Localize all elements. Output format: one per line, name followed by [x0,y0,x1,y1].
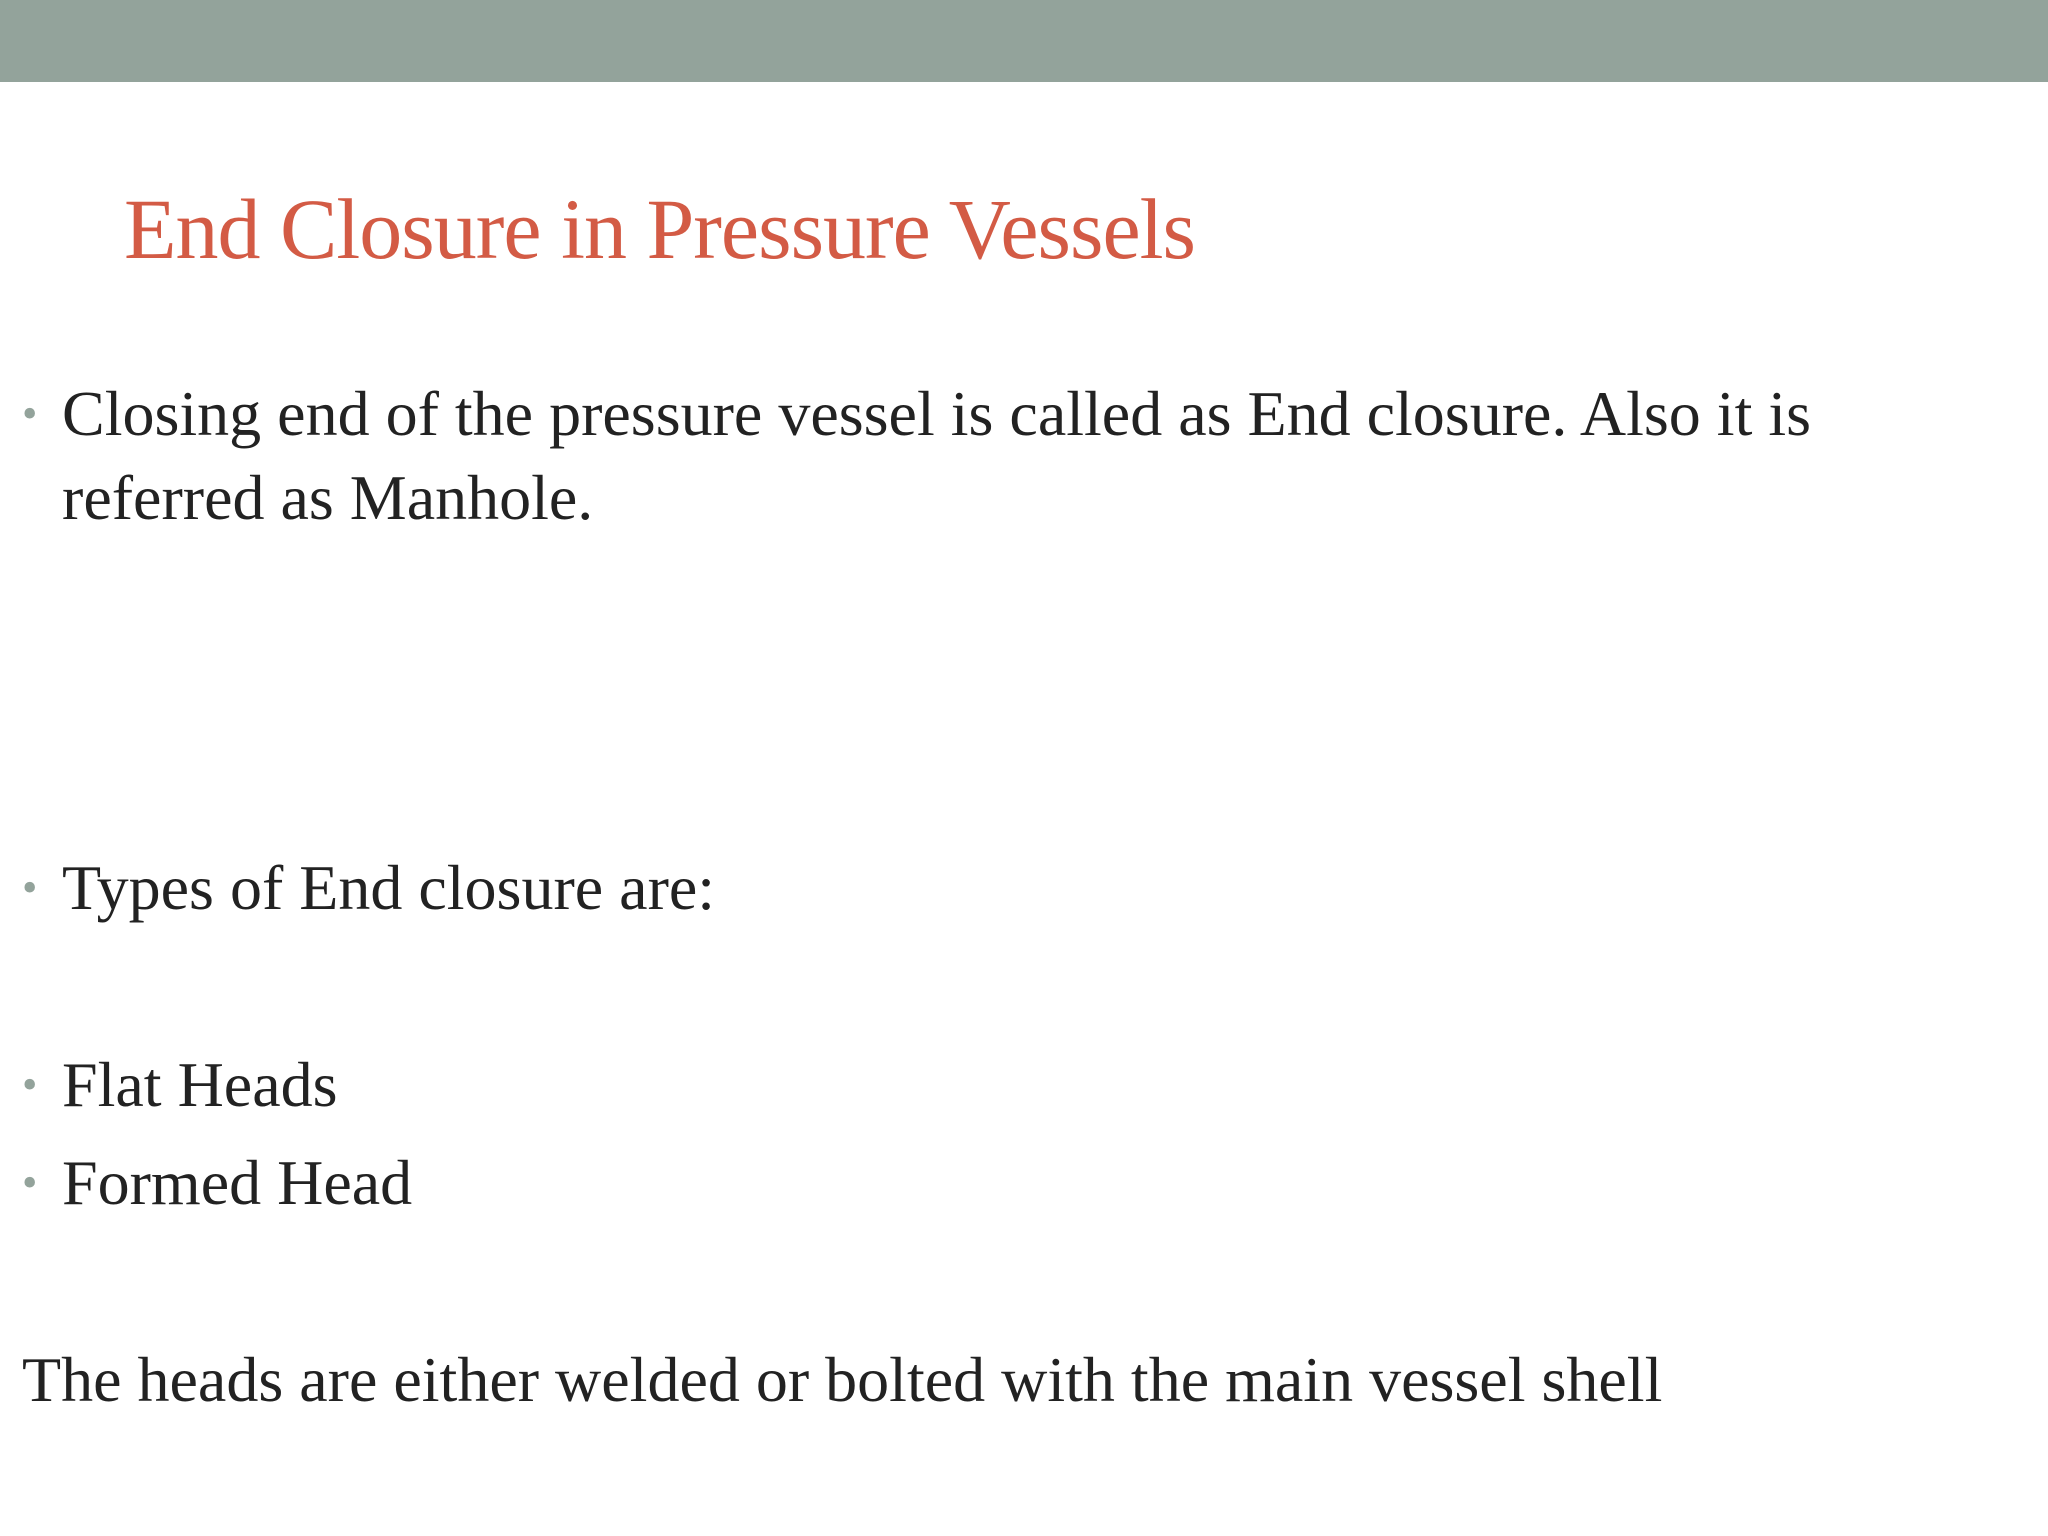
closing-note: The heads are either welded or bolted with the main vessel shell [22,1344,1663,1415]
header-bar [0,0,2048,82]
bullet-item [22,372,1982,540]
bullet-dot-icon: • [22,389,38,438]
bullet-item [22,1043,1982,1127]
bullet-text: Flat Heads [62,1049,338,1120]
bullet-dot-icon: • [22,1060,38,1109]
bullet-dot-icon: • [22,863,38,912]
bullet-text: Types of End closure are: [62,852,716,923]
slide-title: End Closure in Pressure Vessels [124,181,1196,277]
bullet-dot-icon: • [22,1158,38,1207]
bullet-item [22,1141,1982,1225]
bullet-text: Formed Head [62,1147,413,1218]
bullet-item [22,846,1982,930]
bullet-text: Closing end of the pressure vessel is called as End closure. Also it is referred as Manhole. [62,378,1812,533]
